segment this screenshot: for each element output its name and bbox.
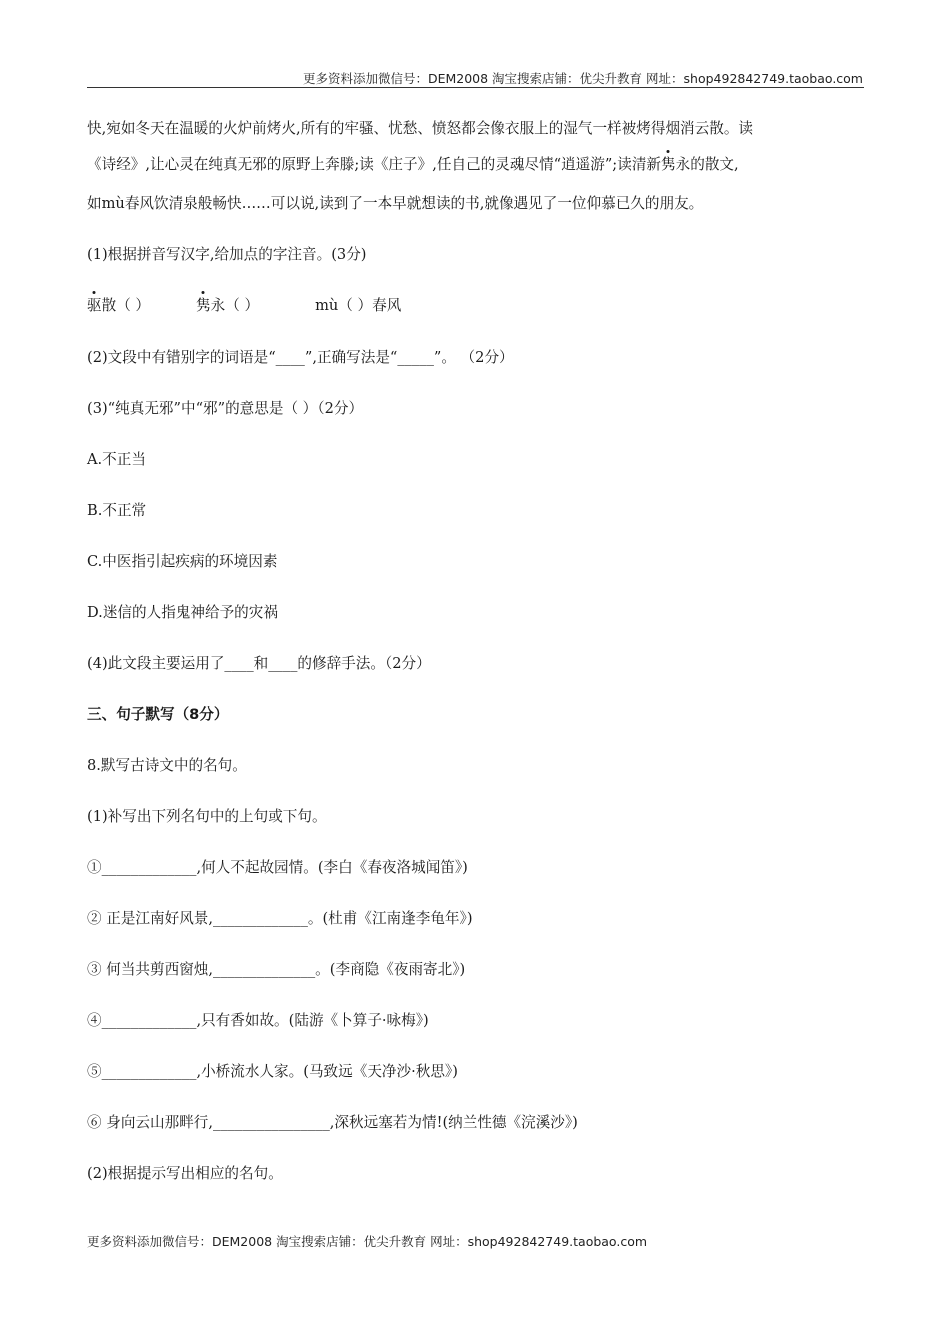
item-qusan: 散（ ） — [101, 297, 151, 314]
passage-line-2 — [87, 155, 739, 175]
option-d: D.迷信的人指鬼神给予的灾祸 — [87, 604, 278, 621]
poem-item-1: ①_____________,何人不起故园情。(李白《春夜洛城闻笛》) — [87, 859, 468, 876]
option-b: B.不正常 — [87, 502, 147, 519]
page-footer: 更多资料添加微信号：DEM2008 淘宝搜索店铺：优尖升教育 网址：shop492842749.taobao.com — [87, 1234, 648, 1249]
question-4: (4)此文段主要运用了____和____的修辞手法。（2分） — [87, 655, 431, 672]
item-mu-chunfeng: mù（ ）春风 — [315, 297, 402, 314]
passage-line-2-end: 永的散文, — [675, 156, 739, 173]
section-3-heading: 三、句子默写（8分） — [87, 706, 229, 723]
question-3-prompt: (3)“纯真无邪”中“邪”的意思是（ ）（2分） — [87, 400, 364, 417]
option-a: A.不正当 — [87, 451, 146, 468]
dotted-char-qu: 驱 — [87, 297, 102, 314]
question-8: 8.默写古诗文中的名句。 — [87, 757, 247, 774]
passage-line-2-start: 《诗经》,让心灵在纯真无邪的原野上奔滕;读《庄子》,任自己的灵魂尽情“逍遥游”;读清新 — [87, 156, 662, 173]
poem-item-2: ② 正是江南好风景,_____________。(杜甫《江南逢李龟年》) — [87, 910, 473, 927]
page-header: 更多资料添加微信号：DEM2008 淘宝搜索店铺：优尖升教育 网址：shop492842749.taobao.com — [302, 71, 863, 86]
poem-item-6: ⑥ 身向云山那畔行,________________,深秋远塞若为情!(纳兰性德《浣溪沙》) — [87, 1114, 578, 1131]
option-c: C.中医指引起疾病的环境因素 — [87, 553, 278, 570]
passage-line-1: 快,宛如冬天在温暖的火炉前烤火,所有的牢骚、忧愁、愤怒都会像衣服上的湿气一样被烤得烟消云散。读 — [87, 120, 754, 137]
dotted-char-juan-2: 隽 — [196, 297, 211, 314]
dotted-char-juan: 隽 — [661, 156, 676, 173]
poem-item-3: ③ 何当共剪西窗烛,______________。(李商隐《夜雨寄北》) — [87, 961, 466, 978]
question-2: (2)文段中有错别字的词语是“____”,正确写法是“_____”。 （2分） — [87, 349, 514, 366]
poem-item-4: ④_____________,只有香如故。(陆游《卜算子·咏梅》) — [87, 1012, 429, 1029]
header-divider — [87, 87, 864, 88]
sub-question-1: (1)补写出下列名句中的上句或下句。 — [87, 808, 327, 825]
question-1-items — [87, 296, 401, 316]
poem-item-5: ⑤_____________,小桥流水人家。(马致远《天净沙·秋思》) — [87, 1063, 458, 1080]
passage-line-3: 如mù春风饮清泉般畅快……可以说,读到了一本早就想读的书,就像遇见了一位仰慕已久的朋友。 — [87, 195, 704, 212]
sub-question-2: (2)根据提示写出相应的名句。 — [87, 1165, 283, 1182]
question-1-prompt: (1)根据拼音写汉字,给加点的字注音。(3分) — [87, 246, 367, 263]
item-juanyong: 永（ ） — [210, 297, 260, 314]
